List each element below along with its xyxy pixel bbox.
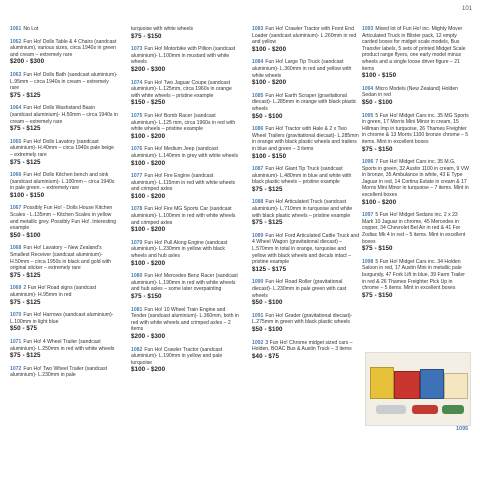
- lot-text: 2 Fun Ho! Road signs (sandcast aluminium)- H.95mm in red: [10, 285, 97, 298]
- lot-entry: [252, 166, 360, 193]
- lot-price: $100 - $150: [362, 72, 397, 80]
- lot-price: $75 - $125: [10, 125, 41, 133]
- lot-price: $200 - $300: [131, 65, 166, 73]
- image-caption: 1095: [456, 426, 469, 432]
- lot-description: [10, 172, 118, 192]
- lot-entry: [10, 339, 118, 360]
- lot-entry: [10, 245, 118, 279]
- box-blue: [420, 369, 444, 399]
- lot-number: 1077: [131, 173, 143, 180]
- lot-description: [362, 159, 470, 199]
- lot-entry: [131, 347, 239, 374]
- lot-price: $200 - $300: [131, 332, 166, 340]
- lot-text: Fun Ho! Articulated Truck (sandcast aluminium)- L.710mm in turquoise and white with black plastic wheels – pristine example: [252, 199, 353, 219]
- lot-number: 1080: [131, 273, 143, 280]
- lot-text: turquoise with white wheels: [131, 26, 194, 32]
- lot-text: Fun Ho! Crawler Tractor with Front End Loader (sandcast aluminium)- L.260mm in red and yellow: [252, 26, 357, 46]
- car-red: [412, 405, 438, 414]
- lot-entry: [362, 159, 470, 206]
- lot-entry: [131, 113, 239, 140]
- lot-entry: [252, 93, 360, 120]
- lot-description: [10, 72, 118, 92]
- lot-number: 1098: [362, 258, 374, 265]
- lot-entry: [252, 313, 360, 334]
- lot-description: [131, 273, 239, 293]
- lot-number: 1088: [252, 199, 264, 206]
- lot-description: [131, 46, 239, 66]
- lot-price: $75 - $125: [252, 219, 283, 227]
- lot-entry: [131, 173, 239, 200]
- lot-entry: [131, 206, 239, 233]
- lot-entry: [131, 146, 239, 167]
- lot-number: 1094: [362, 85, 374, 92]
- lot-number: 1093: [362, 26, 374, 32]
- lot-price: $75 - $125: [10, 158, 41, 166]
- lot-text: Fun Ho! Crawler Tractor (sandcast aluminium)- L.190mm in yellow and pale turquoise: [131, 346, 223, 366]
- lot-number: 1066: [10, 172, 22, 179]
- lot-entry: [252, 26, 360, 53]
- lot-entry: [10, 172, 118, 199]
- lot-number: 1070: [10, 312, 22, 319]
- lot-text: Fun Ho! Motorbike with Pillion (sandcast aluminium)- L.100mm in mustard with white wheels: [131, 46, 236, 66]
- lot-text: Fun Ho! Harrows (sandcast aluminium)- L.100mm in light blue: [10, 312, 114, 325]
- lot-price: $40 - $75: [252, 352, 280, 360]
- lot-number: 1086: [252, 126, 264, 133]
- lot-text: Possibly Fun Ho! - Dolls House Kitchen Scales - L.135mm – Kitchen Scales in yellow and metallic grey. Possibly Fun Ho!. Interesting example: [10, 205, 117, 232]
- lot-price: $50 - $100: [252, 299, 283, 307]
- lot-entry: [252, 233, 360, 274]
- lot-text: Fun Ho! Grader (gravitational diecast)- L.275mm in green with black plastic wheels: [252, 312, 353, 326]
- lot-price: $75 - $125: [10, 352, 41, 360]
- lot-number: 1092: [252, 339, 264, 346]
- lot-number: 1097: [362, 212, 374, 219]
- lot-price: $150 - $250: [131, 99, 166, 107]
- lot-description: [252, 126, 360, 152]
- lot-number: 1076: [131, 146, 143, 153]
- lot-price: $75 - $150: [362, 145, 393, 153]
- lot-text: Fun Ho! Lavatory – New Zealand's Smallest Receiver (sandcast aluminium)- H.50mm – circa 1950s in black and gold with original sticker – extremely rare: [10, 245, 112, 272]
- lot-entry: [131, 273, 239, 300]
- lot-number: 1079: [131, 239, 143, 246]
- lot-number: 1084: [252, 59, 264, 66]
- lot-price: $75 - $125: [10, 298, 41, 306]
- lot-description: [131, 173, 239, 193]
- lot-entry: [252, 59, 360, 86]
- lot-number: 1083: [252, 26, 264, 32]
- lot-description: [10, 205, 118, 231]
- lot-price: $100 - $200: [131, 159, 166, 167]
- lot-number: 1067: [10, 205, 22, 212]
- lot-text: Mixed lot of Fun Ho! inc. Mighty Mover Articulated Truck in Blister pack, 12 empty carded boxes for midget scale models, Bus Transfer labels, 5 sets of printed Midget Scale product range flyers, one early model minus wheels and a single loose driver figure – 21 items: [362, 26, 466, 72]
- lot-entry: [252, 199, 360, 226]
- lot-description: [252, 26, 360, 46]
- lot-description: [362, 113, 470, 146]
- lot-price: $100 - $150: [10, 191, 45, 199]
- lot-price: $75 - $150: [131, 293, 162, 300]
- lot-number: 1072: [10, 365, 22, 372]
- lot-entry: [131, 80, 239, 107]
- lot-entry: [10, 26, 118, 33]
- lot-description: [252, 166, 360, 186]
- lot-price: $100 - $200: [252, 45, 287, 53]
- lot-price: $100 - $200: [131, 259, 166, 267]
- lot-text: Fun Ho! 4 Wheel Trailer (sandcast aluminium)- L.250mm in red with white wheels: [10, 338, 115, 352]
- page-number: 101: [461, 6, 472, 12]
- lot-text: 5 Fun Ho! Midget Cars inc. 35 MG Sports in green, 17 Morris Mini Minor in cream, 15 Hillman Imp in turquoise, 26 Thames Freighter in chrome & 13 Morris 1100 bronze chrome – 5 items. Mint in excellent boxes: [362, 112, 469, 145]
- lot-text: No Lot: [23, 26, 39, 32]
- lot-description: [252, 59, 360, 79]
- lot-number: 1091: [252, 312, 264, 319]
- lot-description: [10, 285, 118, 298]
- lot-description: [10, 139, 118, 159]
- lot-text: Fun Ho! Bomb Racer (sandcast aluminium)- L.125 mm, circa 1960s in red with white wheels – pristine example: [131, 112, 236, 133]
- lot-number: 1081: [131, 306, 143, 313]
- lot-text: Fun Ho! Dolls Lavatory (sandcast aluminium)- H.40mm – circa 1940s pale beige – extremely rare: [10, 138, 114, 158]
- lot-description: [362, 259, 470, 292]
- lot-entry: [131, 307, 239, 341]
- lot-text: Fun Ho! Dolls Washstand Basin (sandcast aluminium)- H.50mm – circa 1940s in cream – extremely rare: [10, 105, 118, 125]
- lot-description: [362, 86, 470, 99]
- lot-price: $125 - $175: [252, 265, 287, 273]
- lot-number: 1069: [10, 285, 22, 292]
- lot-description: [362, 212, 470, 245]
- lot-price: $100 - $200: [131, 226, 166, 234]
- lot-number: 1064: [10, 105, 22, 112]
- lot-description: [252, 313, 360, 326]
- lot-text: Fun Ho! Tractor with Hale & 2 x Two Wheel Trailers (gravitational diecast)- L.285mm in orange with black plastic wheels and trailers in blue and green – 3 items: [252, 126, 359, 152]
- lot-price: $100 - $200: [131, 366, 166, 374]
- lot-text: 5 Fun Ho! Midget Sedans inc. 2 x 23 Mark 10 Jaguar in chrome, 45 Mercedes in copper, 34 Chevrolet Bel Air in red & 41 For Zodiac Mk 4 in red – 5 items. Mint in excellent boxes: [362, 212, 466, 245]
- lot-price: $100 - $150: [252, 152, 287, 160]
- lot-text: Fun Ho! Two Wheel Trailer (sandcast aluminium)- L.230mm in pale: [10, 365, 108, 379]
- lot-entry: [10, 139, 118, 166]
- lot-price: $75 - $150: [362, 291, 393, 299]
- lot-price: $75 - $150: [362, 245, 393, 253]
- lot-text: 7 Fun Ho! Midget Cars inc. 35 M.G. Sports in green, 32 Austin 1100 in cream, 9 VW in bronze, 35 Ambulance in white, 43 E Type Jaguar in red, 14 Cortina Estate in cream & 17 Morris Mini Minor in turquoise – 7 items. Mint in excellent boxes: [362, 159, 469, 199]
- lot-description: [252, 340, 360, 353]
- lot-entry: [10, 39, 118, 66]
- lot-text: Fun Ho! Dolls Kitchen bench and sink (sandcast aluminium)- L.100mm – circa 1940s in pale green. – extremely rare: [10, 172, 115, 192]
- car-silver: [376, 405, 406, 414]
- lot-price: $75 - $125: [252, 185, 283, 193]
- lot-description: [10, 339, 118, 352]
- lot-number: 1071: [10, 338, 22, 345]
- lot-entry: [362, 86, 470, 107]
- lot-description: [131, 240, 239, 260]
- lot-price: $50 - $100: [362, 98, 393, 106]
- lot-text: Fun Ho! Dolls Table & 4 Chairs (sandcast aluminium), various sizes, circa 1940s in green and cream – extremely rare: [10, 38, 117, 58]
- lot-description: [10, 39, 118, 59]
- lot-price: $100 - $200: [362, 198, 397, 206]
- lot-text: Fun Ho! Fire Engine (sandcast aluminium)- L.115mm in red with white wheels and crimped axles: [131, 173, 236, 193]
- lot-price: $100 - $200: [131, 192, 166, 200]
- lot-text: Fun Ho! Two Jaguar Coupe (sandcast aluminium)- L.125mm, circa 1960s in orange with white wheels – pristine example: [131, 79, 232, 99]
- lot-number: 1082: [131, 346, 143, 353]
- lot-text: Fun Ho! 10 Wheel Train Engine and Tender (sandcast aluminium)- L.360mm, both in red with white wheels and crimped axles – 2 items: [131, 306, 239, 333]
- lot-number: 1090: [252, 279, 264, 286]
- lot-number: 1063: [10, 71, 22, 78]
- lot-number: 1065: [10, 138, 22, 145]
- lot-entry: [252, 279, 360, 306]
- lot-description: [362, 26, 470, 72]
- lot-number: 1068: [10, 245, 22, 252]
- lot-entry: [10, 205, 118, 239]
- lot-entry: [362, 212, 470, 253]
- lot-text: Fun Ho! Ford Articulated Cattle Truck and 4 Wheel Wagon (gravitational diecast) – L.570mm in total in orange, turquoise and yellow with black wheels and decals intact – pristine example: [252, 232, 360, 266]
- lot-number: 1074: [131, 79, 143, 86]
- lot-description: [131, 347, 239, 367]
- car-green: [442, 405, 464, 414]
- lot-entry: [10, 366, 118, 379]
- lot-number: 1087: [252, 166, 264, 173]
- lot-price: $75 - $125: [10, 91, 41, 99]
- lot-description: [252, 93, 360, 113]
- lot-number: 1085: [252, 92, 264, 99]
- lot-price: $50 - $100: [10, 231, 41, 239]
- lot-price: $50 - $100: [252, 112, 283, 120]
- lot-price: $100 - $200: [252, 79, 287, 87]
- lot-description: [131, 206, 239, 226]
- lot-price: $50 - $75: [10, 325, 38, 333]
- lot-entry: [252, 340, 360, 361]
- lot-number: 1061: [10, 26, 22, 32]
- box-red: [394, 371, 420, 399]
- lot-column-1: [10, 26, 118, 385]
- lot-description: [131, 146, 239, 159]
- lot-description: [10, 312, 118, 325]
- lot-text: 5 Fun Ho! Midget Cars inc. 34 Holden Saloon in red, 17 Austin Mini in metallic pale burgundy, 47 Fork Lift in blue, 39 Farm Trailer in red & 26 Thames Freighter Pick Up in chrome – 5 items. Mint in excellent boxes: [362, 258, 465, 292]
- lot-description: [131, 80, 239, 100]
- lot-number: 1062: [10, 38, 22, 45]
- lot-column-2: [131, 26, 239, 380]
- lot-entry: [10, 285, 118, 306]
- lot-number: 1073: [131, 46, 143, 53]
- lot-entry: [362, 113, 470, 154]
- box-cream: [444, 373, 468, 399]
- lot-description: [10, 26, 118, 33]
- lot-price: $75 - $125: [10, 271, 41, 279]
- lot-text: Fun Ho! Mercedes Benz Racer (sandcast aluminium)- L.190mm in red with white wheels and hub axles – some later overpainting: [131, 273, 238, 293]
- lot-text: Fun Ho! Medium Jeep (sandcast aluminium)- L.140mm in grey with white wheels: [131, 146, 239, 159]
- lot-description: [131, 307, 239, 333]
- lot-description: [252, 233, 360, 266]
- lot-text: Fun Ho! Fire MG Sports Car (sandcast aluminium)- L.100mm in red with white wheels and crimped axles: [131, 206, 236, 226]
- lot-price: $100 - $200: [131, 132, 166, 140]
- lot-entry: [10, 72, 118, 99]
- lot-price: $75 - $150: [131, 32, 162, 40]
- lot-price: $50 - $100: [252, 325, 283, 333]
- lot-number: 1095: [362, 112, 374, 119]
- lot-text: Fun Ho! Road Roller (gravitational diecast)- L.230mm in pale green with cast wheels: [252, 279, 347, 299]
- lot-text: Micro Models (New Zealand) Holden Sedan in red: [362, 85, 459, 99]
- lot-text: Fun Ho! Earth Scraper (gravitational diecast)- L.285mm in orange with black plastic wheels: [252, 92, 357, 112]
- lot-number: 1096: [362, 159, 374, 166]
- lot-text: Fun Ho! Pull Along Engine (sandcast aluminium)- L.230mm in yellow with black wheels and hub axles: [131, 239, 228, 260]
- lot-description: [131, 113, 239, 133]
- lot-photo: [365, 352, 471, 426]
- lot-number: 1075: [131, 112, 143, 119]
- lot-description: [131, 26, 239, 33]
- lot-column-3: [252, 26, 360, 366]
- lot-description: [252, 199, 360, 219]
- lot-entry: [362, 26, 470, 80]
- lot-price: $200 - $300: [10, 58, 45, 66]
- lot-column-4: [362, 26, 470, 305]
- lot-description: [252, 279, 360, 299]
- box-yellow: [370, 367, 394, 399]
- lot-text: 3 Fun Ho! Chrome midget sized cars – Holden, BOAC Bus & Austin Truck – 3 items: [252, 339, 353, 353]
- lot-entry: [362, 259, 470, 300]
- lot-description: [10, 366, 118, 379]
- lot-entry: [131, 240, 239, 267]
- lot-number: 1078: [131, 206, 143, 213]
- lot-text: Fun Ho! Giant Tip Truck (sandcast aluminium)- L.480mm in blue and white with black plastic wheels – pristine example: [252, 166, 352, 186]
- lot-entry: [131, 26, 239, 40]
- lot-entry: [10, 312, 118, 333]
- lot-description: [10, 105, 118, 125]
- lot-entry: [10, 105, 118, 132]
- lot-text: Fun Ho! Dolls Bath (sandcast aluminium)- L.95mm – circa 1940s in cream – extremely rare: [10, 71, 118, 92]
- lot-description: [10, 245, 118, 271]
- lot-number: 1089: [252, 232, 264, 239]
- lot-entry: [252, 126, 360, 160]
- lot-text: Fun Ho! Large Tip Truck (sandcast aluminium)- L.360mm in red and yellow with white wheels: [252, 59, 352, 79]
- lot-entry: [131, 46, 239, 73]
